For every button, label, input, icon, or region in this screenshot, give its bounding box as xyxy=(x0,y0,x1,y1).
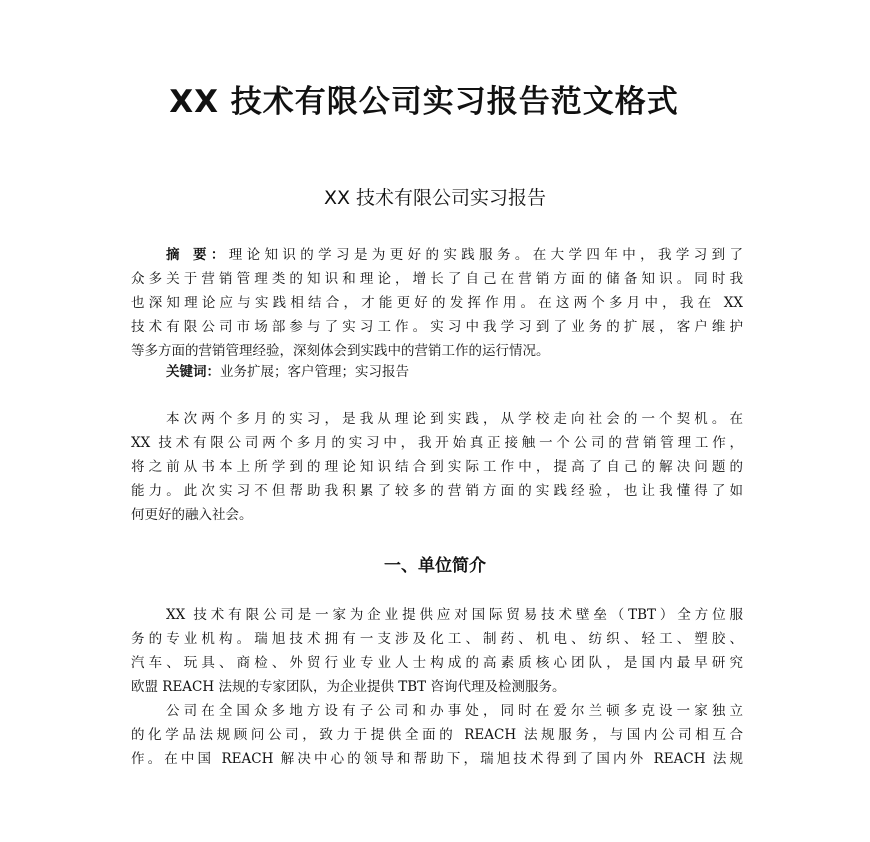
keywords-text: 业务扩展；客户管理；实习报告 xyxy=(220,364,409,380)
intro-line: 何更好的融入社会。 xyxy=(131,507,253,523)
company-line: 公司在全国众多地方设有子公司和办事处，同时在爱尔兰顿多克设一家独立 xyxy=(166,703,743,719)
abstract-line xyxy=(131,243,743,267)
abstract-line: 等多方面的营销管理经验，深刻体会到实践中的营销工作的运行情况。 xyxy=(131,343,550,359)
intro-paragraph xyxy=(131,407,743,527)
page-title: XX 技术有限公司实习报告范文格式 xyxy=(169,84,679,120)
company-line: 作。在中国 REACH 解决中心的领导和帮助下，瑞旭技术得到了国内外 REACH 法规 xyxy=(131,751,743,767)
keywords-label: 关键词： xyxy=(166,364,220,380)
company-line: 欧盟 REACH 法规的专家团队，为企业提供 TBT 咨询代理及检测服务。 xyxy=(131,679,566,695)
abstract-text: 理论知识的学习是为更好的实践服务。在大学四年中，我学习到了 xyxy=(228,247,743,263)
intro-line: 本次两个多月的实习，是我从理论到实践，从学校走向社会的一个契机。在 xyxy=(166,411,743,427)
keywords-paragraph xyxy=(131,360,743,384)
abstract-line: 也深知理论应与实践相结合，才能更好的发挥作用。在这两个多月中，我在 XX xyxy=(131,295,743,311)
company-intro-paragraph xyxy=(131,603,743,771)
intro-line: XX 技术有限公司两个多月的实习中，我开始真正接触一个公司的营销管理工作， xyxy=(131,435,743,451)
company-line: XX 技术有限公司是一家为企业提供应对国际贸易技术壁垒（TBT）全方位服 xyxy=(166,607,743,623)
keywords-line xyxy=(131,360,743,384)
abstract-paragraph xyxy=(131,243,743,363)
company-line: 的化学品法规顾问公司，致力于提供全面的 REACH 法规服务，与国内公司相互合 xyxy=(131,727,743,743)
abstract-line: 技术有限公司市场部参与了实习工作。实习中我学习到了业务的扩展，客户维护 xyxy=(131,319,743,335)
section-heading: 一、单位简介 xyxy=(384,556,486,576)
abstract-label: 摘 要： xyxy=(166,247,229,263)
intro-line: 能力。此次实习不但帮助我积累了较多的营销方面的实践经验，也让我懂得了如 xyxy=(131,483,743,499)
intro-line: 将之前从书本上所学到的理论知识结合到实际工作中，提高了自己的解决问题的 xyxy=(131,459,743,475)
company-line: 汽车、玩具、商检、外贸行业专业人士构成的高素质核心团队，是国内最早研究 xyxy=(131,655,743,671)
abstract-line: 众多关于营销管理类的知识和理论，增长了自己在营销方面的储备知识。同时我 xyxy=(131,271,743,287)
company-line: 务的专业机构。瑞旭技术拥有一支涉及化工、制药、机电、纺织、轻工、塑胶、 xyxy=(131,631,743,647)
report-title: XX 技术有限公司实习报告 xyxy=(323,187,547,209)
